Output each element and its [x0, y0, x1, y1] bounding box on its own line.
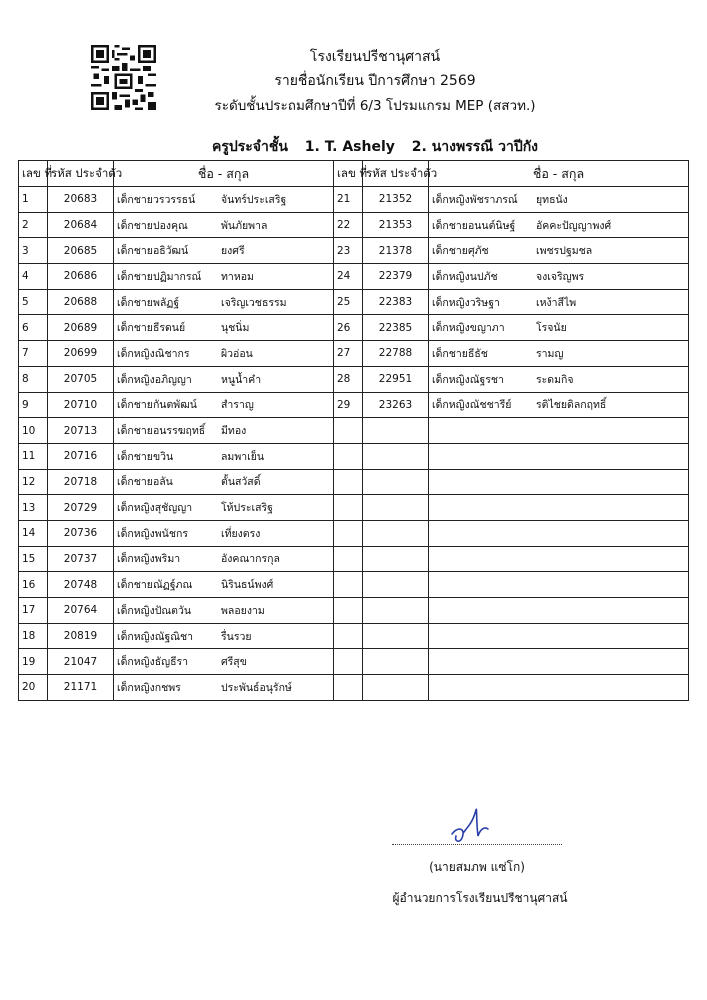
student-code — [363, 546, 429, 572]
student-no: 6 — [19, 315, 48, 341]
student-no: 1 — [19, 187, 48, 213]
student-code — [363, 598, 429, 624]
first-name: เด็กชายศุภัช — [432, 245, 489, 258]
student-name — [114, 520, 334, 546]
student-no: 14 — [19, 520, 48, 546]
student-code: 20688 — [48, 289, 114, 315]
student-name — [114, 289, 334, 315]
student-name — [429, 623, 689, 649]
header-code: รหัส ประจำตัว — [363, 161, 429, 187]
student-code: 22788 — [363, 341, 429, 367]
student-no — [334, 520, 363, 546]
student-code — [363, 623, 429, 649]
student-no — [334, 443, 363, 469]
student-no: 25 — [334, 289, 363, 315]
teacher-2: 2. นางพรรณี วาปีกัง — [411, 139, 539, 155]
student-no: 15 — [19, 546, 48, 572]
student-no: 26 — [334, 315, 363, 341]
first-name: เด็กหญิงณัฐรชา — [432, 373, 504, 386]
last-name: หนูน้ำคำ — [221, 373, 262, 386]
student-code: 20684 — [48, 212, 114, 238]
student-no: 27 — [334, 341, 363, 367]
student-name — [429, 212, 689, 238]
header-name: ชื่อ - สกุล — [114, 161, 334, 187]
student-no — [334, 469, 363, 495]
table-row — [19, 341, 689, 367]
student-code: 22951 — [363, 366, 429, 392]
first-name: เด็กหญิงพัชราภรณ์ — [432, 193, 518, 206]
last-name: อัคคะปัญญาพงศ์ — [536, 219, 612, 232]
student-name — [114, 366, 334, 392]
teacher-label: ครูประจำชั้น — [211, 139, 288, 155]
director-name: (นายสมภพ แซ่โก) — [429, 860, 525, 874]
table-row — [19, 289, 689, 315]
teacher-1: 1. T. Ashely — [304, 139, 395, 155]
first-name: เด็กหญิงอภิญญา — [117, 373, 192, 386]
table-row — [19, 238, 689, 264]
student-no: 23 — [334, 238, 363, 264]
student-no: 9 — [19, 392, 48, 418]
table-row — [19, 675, 689, 701]
student-name — [114, 341, 334, 367]
student-name — [114, 418, 334, 444]
student-name — [429, 546, 689, 572]
student-no: 21 — [334, 187, 363, 213]
student-no: 12 — [19, 469, 48, 495]
table-row — [19, 623, 689, 649]
first-name: เด็กหญิงวริษฐา — [432, 296, 500, 309]
last-name: ผิวอ่อน — [221, 347, 253, 360]
last-name: จันทร์ประเสริฐ — [221, 193, 287, 206]
student-name — [114, 469, 334, 495]
student-code: 20705 — [48, 366, 114, 392]
first-name: เด็กชายวรวรรธน์ — [117, 193, 196, 206]
student-name — [429, 675, 689, 701]
student-no — [334, 546, 363, 572]
last-name: ยุทธนัง — [536, 193, 568, 206]
first-name: เด็กหญิงกชพร — [117, 681, 181, 694]
student-no: 13 — [19, 495, 48, 521]
student-no — [334, 495, 363, 521]
homeroom-teachers — [170, 136, 580, 158]
student-code — [363, 649, 429, 675]
qr-code — [91, 45, 156, 110]
last-name: รติไชยดิลกฤทธิ์ — [536, 399, 607, 412]
student-code: 20710 — [48, 392, 114, 418]
first-name: เด็กชายปองคุณ — [117, 219, 188, 232]
student-code: 21378 — [363, 238, 429, 264]
first-name: เด็กหญิงพริมา — [117, 553, 181, 566]
last-name: มีทอง — [221, 425, 247, 438]
student-code: 20736 — [48, 520, 114, 546]
student-code: 20683 — [48, 187, 114, 213]
first-name: เด็กชายปฏิมากรณ์ — [117, 270, 202, 283]
student-code: 21171 — [48, 675, 114, 701]
last-name: โห้ประเสริฐ — [221, 502, 273, 515]
last-name: ยงศรี — [221, 245, 245, 258]
student-no: 4 — [19, 264, 48, 290]
student-no: 5 — [19, 289, 48, 315]
student-code: 21047 — [48, 649, 114, 675]
table-row — [19, 315, 689, 341]
table-row — [19, 520, 689, 546]
student-name — [429, 520, 689, 546]
student-name — [114, 443, 334, 469]
student-name — [114, 623, 334, 649]
signature-line — [392, 844, 562, 845]
student-no — [334, 649, 363, 675]
student-no — [334, 598, 363, 624]
table-row — [19, 443, 689, 469]
director-signature — [446, 796, 506, 851]
last-name: ทาหอม — [221, 270, 254, 283]
student-name — [429, 315, 689, 341]
last-name: ศรีสุข — [221, 656, 247, 669]
student-name — [429, 392, 689, 418]
class-level: ระดับชั้นประถมศึกษาปีที่ 6/3 โปรมแกรม MEP (สสวท.) — [214, 98, 536, 114]
table-row — [19, 469, 689, 495]
student-code: 20716 — [48, 443, 114, 469]
first-name: เด็กหญิงสุชัญญา — [117, 502, 193, 515]
last-name: นิรินธน์พงศ์ — [221, 579, 274, 592]
last-name: รื่นรวย — [221, 630, 252, 643]
header-no: เลข ที่ — [19, 161, 48, 187]
table-row — [19, 546, 689, 572]
last-name: นุชนิ่ม — [221, 322, 250, 335]
first-name: เด็กหญิงณัชชารีย์ — [432, 399, 512, 412]
student-name — [429, 495, 689, 521]
school-name: โรงเรียนปรีชานุศาสน์ — [309, 49, 441, 65]
student-code: 21353 — [363, 212, 429, 238]
student-no: 29 — [334, 392, 363, 418]
student-code: 20729 — [48, 495, 114, 521]
first-name: เด็กหญิงนปภัช — [432, 270, 498, 283]
student-name — [114, 264, 334, 290]
student-no: 18 — [19, 623, 48, 649]
first-name: เด็กชายณัฏฐ์ภณ — [117, 579, 193, 592]
student-code — [363, 495, 429, 521]
first-name: เด็กหญิงธัญธีรา — [117, 656, 189, 669]
student-no: 7 — [19, 341, 48, 367]
last-name: อังคณากรกุล — [221, 553, 280, 566]
student-code: 20689 — [48, 315, 114, 341]
first-name: เด็กชายพลัฏฐ์ — [117, 296, 180, 309]
student-code — [363, 675, 429, 701]
student-code — [363, 443, 429, 469]
table-row — [19, 264, 689, 290]
first-name: เด็กชายอธิวัฒน์ — [117, 245, 189, 258]
last-name: โรจนัย — [536, 322, 567, 335]
table-header — [19, 161, 689, 187]
first-name: เด็กชายอนรรฆฤทธิ์ — [117, 425, 206, 438]
student-no: 11 — [19, 443, 48, 469]
student-code: 20685 — [48, 238, 114, 264]
student-code: 20748 — [48, 572, 114, 598]
student-code: 20764 — [48, 598, 114, 624]
student-name — [429, 418, 689, 444]
director-title: ผู้อำนวยการโรงเรียนปรีชานุศาสน์ — [392, 891, 568, 905]
first-name: เด็กหญิงพนัชกร — [117, 527, 188, 540]
table-row — [19, 392, 689, 418]
table-row — [19, 418, 689, 444]
student-name — [114, 315, 334, 341]
student-no — [334, 418, 363, 444]
student-code: 20713 — [48, 418, 114, 444]
student-code: 20699 — [48, 341, 114, 367]
first-name: เด็กหญิงปัณตวัน — [117, 604, 192, 617]
student-no: 16 — [19, 572, 48, 598]
student-code: 22385 — [363, 315, 429, 341]
student-code: 20737 — [48, 546, 114, 572]
last-name: เจริญเวชธรรม — [221, 296, 287, 309]
student-name — [429, 187, 689, 213]
first-name: เด็กชายขวิน — [117, 450, 174, 463]
student-code — [363, 469, 429, 495]
student-code — [363, 520, 429, 546]
last-name: สำราญ — [221, 399, 254, 412]
student-no — [334, 675, 363, 701]
student-no: 8 — [19, 366, 48, 392]
student-no: 22 — [334, 212, 363, 238]
student-name — [429, 443, 689, 469]
table-row — [19, 366, 689, 392]
last-name: ประพันธ์อนุรักษ์ — [221, 681, 292, 694]
student-table — [18, 160, 689, 701]
student-name — [114, 546, 334, 572]
student-code: 20819 — [48, 623, 114, 649]
table-row — [19, 495, 689, 521]
table-row — [19, 212, 689, 238]
student-name — [114, 238, 334, 264]
student-name — [114, 572, 334, 598]
header-no: เลข ที่ — [334, 161, 363, 187]
student-name — [429, 649, 689, 675]
student-code: 21352 — [363, 187, 429, 213]
student-no: 20 — [19, 675, 48, 701]
last-name: พันภัยพาล — [221, 219, 268, 232]
student-name — [429, 238, 689, 264]
table-row — [19, 572, 689, 598]
student-name — [114, 212, 334, 238]
student-name — [114, 675, 334, 701]
table-row — [19, 187, 689, 213]
last-name: ลมพาเย็น — [221, 450, 265, 463]
last-name: เที่ยงตรง — [221, 527, 261, 540]
student-no: 19 — [19, 649, 48, 675]
first-name: เด็กชายอนนต์นิษฐ์ — [432, 219, 516, 232]
first-name: เด็กชายอลัน — [117, 476, 173, 489]
student-no — [334, 572, 363, 598]
last-name: ตั้นสวัสดิ์ — [221, 476, 261, 489]
student-name — [114, 598, 334, 624]
student-no: 2 — [19, 212, 48, 238]
header-name: ชื่อ - สกุล — [429, 161, 689, 187]
last-name: พลอยงาม — [221, 604, 265, 617]
student-code: 22383 — [363, 289, 429, 315]
student-name — [114, 495, 334, 521]
student-code — [363, 572, 429, 598]
student-name — [114, 392, 334, 418]
header-code: รหัส ประจำตัว — [48, 161, 114, 187]
last-name: จงเจริญพร — [536, 270, 585, 283]
student-no: 28 — [334, 366, 363, 392]
first-name: เด็กชายกันตพัฒน์ — [117, 399, 197, 412]
first-name: เด็กชายธีรดนย์ — [117, 322, 186, 335]
student-name — [429, 289, 689, 315]
first-name: เด็กหญิงณิชากร — [117, 347, 190, 360]
last-name: รามญ — [536, 347, 564, 360]
student-no: 17 — [19, 598, 48, 624]
student-no: 10 — [19, 418, 48, 444]
student-name — [114, 187, 334, 213]
first-name: เด็กชายธีธัช — [432, 347, 488, 360]
first-name: เด็กหญิงขญาภา — [432, 322, 505, 335]
student-code: 22379 — [363, 264, 429, 290]
last-name: เพชรปฐมชล — [536, 245, 593, 258]
list-title: รายชื่อนักเรียน ปีการศึกษา 2569 — [274, 73, 476, 89]
student-name — [429, 341, 689, 367]
student-name — [114, 649, 334, 675]
student-code: 20718 — [48, 469, 114, 495]
student-name — [429, 572, 689, 598]
student-code: 23263 — [363, 392, 429, 418]
first-name: เด็กหญิงณัฐณิชา — [117, 630, 194, 643]
student-no: 3 — [19, 238, 48, 264]
last-name: ระดมกิจ — [536, 373, 574, 386]
student-name — [429, 366, 689, 392]
student-name — [429, 469, 689, 495]
student-code: 20686 — [48, 264, 114, 290]
table-row — [19, 649, 689, 675]
table-row — [19, 598, 689, 624]
last-name: เหง้าสีไพ — [536, 296, 577, 309]
student-no — [334, 623, 363, 649]
student-name — [429, 598, 689, 624]
student-no: 24 — [334, 264, 363, 290]
student-code — [363, 418, 429, 444]
student-name — [429, 264, 689, 290]
